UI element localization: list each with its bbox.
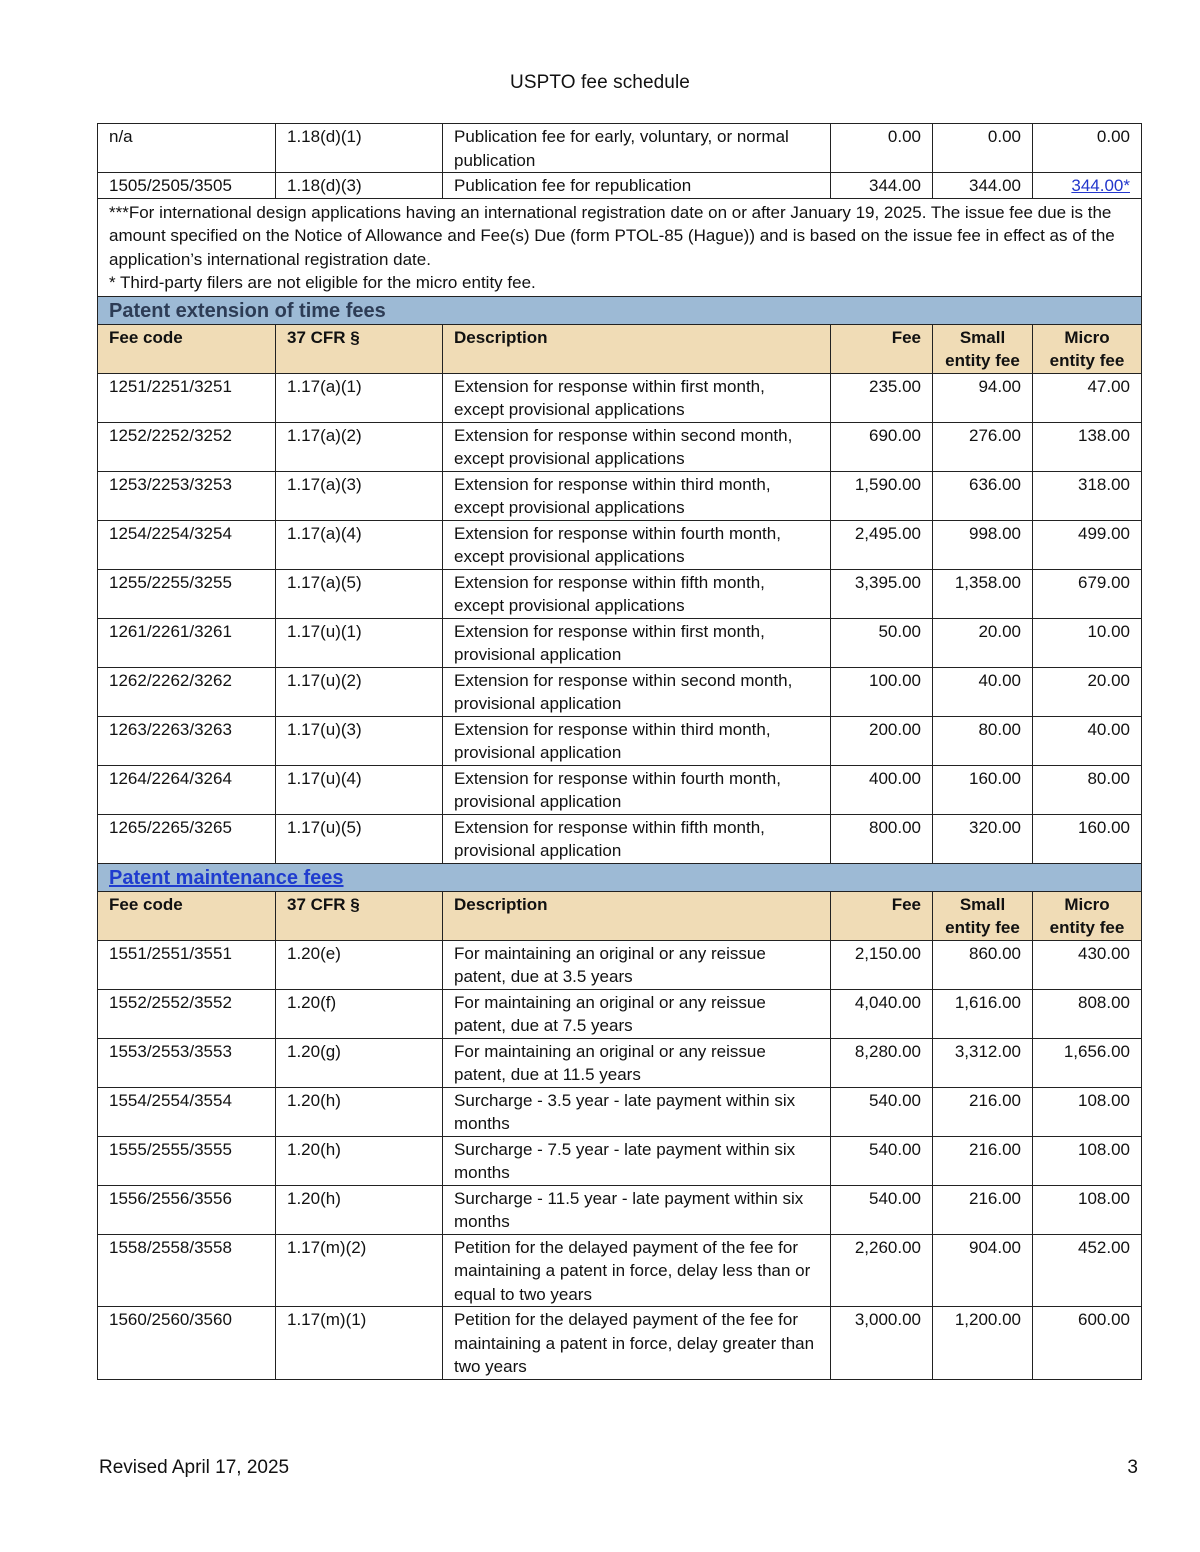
third-party-note: * Third-party filers are not eligible for the micro entity fee.: [109, 273, 536, 292]
column-header-cfr: 37 CFR §: [276, 324, 443, 373]
cfr-cell: 1.17(a)(2): [276, 422, 443, 471]
description-cell: Extension for response within third month, provisional application: [443, 716, 831, 765]
fee-code-cell: 1264/2264/3264: [98, 765, 276, 814]
column-header-small-entity-fee: Small entity fee: [933, 324, 1033, 373]
column-header-fee-code: Fee code: [98, 891, 276, 940]
small-entity-fee-cell: 1,200.00: [933, 1307, 1033, 1380]
description-cell: For maintaining an original or any reissue patent, due at 3.5 years: [443, 940, 831, 989]
small-entity-fee-cell: 860.00: [933, 940, 1033, 989]
description-cell: Petition for the delayed payment of the fee for maintaining a patent in force, delay greater than two years: [443, 1307, 831, 1380]
fee-cell: 50.00: [831, 618, 933, 667]
table-row: [98, 520, 1142, 569]
table-row: [98, 569, 1142, 618]
small-entity-fee-cell: 1,358.00: [933, 569, 1033, 618]
cfr-cell: 1.17(u)(2): [276, 667, 443, 716]
table-row: [98, 1087, 1142, 1136]
fee-cell: 3,000.00: [831, 1307, 933, 1380]
description-cell: Surcharge - 7.5 year - late payment within six months: [443, 1136, 831, 1185]
fee-code-cell: 1262/2262/3262: [98, 667, 276, 716]
description-cell: For maintaining an original or any reissue patent, due at 11.5 years: [443, 1038, 831, 1087]
description-cell: Extension for response within third month, except provisional applications: [443, 471, 831, 520]
cfr-cell: 1.20(e): [276, 940, 443, 989]
fee-cell: 344.00: [831, 173, 933, 199]
micro-entity-fee-cell: 40.00: [1033, 716, 1142, 765]
small-entity-fee-cell: 344.00: [933, 173, 1033, 199]
table-row: [98, 124, 1142, 173]
cfr-cell: 1.17(u)(1): [276, 618, 443, 667]
table-row: [98, 173, 1142, 199]
cfr-cell: 1.20(h): [276, 1087, 443, 1136]
cfr-cell: 1.17(a)(1): [276, 373, 443, 422]
cfr-cell: 1.18(d)(3): [276, 173, 443, 199]
column-header-row: [98, 324, 1142, 373]
fee-cell: 400.00: [831, 765, 933, 814]
fee-code-cell: 1505/2505/3505: [98, 173, 276, 199]
table-row: [98, 765, 1142, 814]
micro-entity-fee-cell: 0.00: [1033, 124, 1142, 173]
micro-entity-fee-cell: 80.00: [1033, 765, 1142, 814]
fee-code-cell: 1551/2551/3551: [98, 940, 276, 989]
description-cell: Extension for response within fifth month, provisional application: [443, 814, 831, 863]
micro-entity-fee-cell: 10.00: [1033, 618, 1142, 667]
small-entity-fee-cell: 216.00: [933, 1136, 1033, 1185]
fee-cell: 690.00: [831, 422, 933, 471]
table-row: [98, 1136, 1142, 1185]
table-row: [98, 667, 1142, 716]
table-row: [98, 1185, 1142, 1234]
fee-cell: 540.00: [831, 1087, 933, 1136]
micro-entity-fee-cell: 160.00: [1033, 814, 1142, 863]
cfr-cell: 1.17(m)(1): [276, 1307, 443, 1380]
micro-entity-fee-cell: 108.00: [1033, 1087, 1142, 1136]
description-cell: Extension for response within fourth month, provisional application: [443, 765, 831, 814]
maintenance-fees-section: [98, 863, 1142, 1379]
fee-code-cell: 1254/2254/3254: [98, 520, 276, 569]
column-header-micro-entity-fee: Micro entity fee: [1033, 324, 1142, 373]
fee-code-cell: 1255/2255/3255: [98, 569, 276, 618]
description-cell: Surcharge - 3.5 year - late payment within six months: [443, 1087, 831, 1136]
fee-code-cell: 1558/2558/3558: [98, 1234, 276, 1307]
small-entity-fee-cell: 3,312.00: [933, 1038, 1033, 1087]
fee-cell: 800.00: [831, 814, 933, 863]
micro-entity-fee-cell: 600.00: [1033, 1307, 1142, 1380]
table-row: [98, 989, 1142, 1038]
cfr-cell: 1.17(u)(3): [276, 716, 443, 765]
small-entity-fee-cell: 160.00: [933, 765, 1033, 814]
page-number: 3: [1127, 1457, 1138, 1478]
small-entity-fee-cell: 216.00: [933, 1185, 1033, 1234]
cfr-cell: 1.17(m)(2): [276, 1234, 443, 1307]
fee-cell: 8,280.00: [831, 1038, 933, 1087]
small-entity-fee-cell: 320.00: [933, 814, 1033, 863]
section-header: [98, 296, 1142, 324]
column-header-micro-entity-fee: Micro entity fee: [1033, 891, 1142, 940]
micro-entity-fee-cell: 47.00: [1033, 373, 1142, 422]
description-cell: Publication fee for early, voluntary, or normal publication: [443, 124, 831, 173]
description-cell: Publication fee for republication: [443, 173, 831, 199]
description-cell: Extension for response within second month, except provisional applications: [443, 422, 831, 471]
description-cell: Surcharge - 11.5 year - late payment within six months: [443, 1185, 831, 1234]
table-row: [98, 1307, 1142, 1380]
column-header-fee: Fee: [831, 891, 933, 940]
revised-date: Revised April 17, 2025: [99, 1457, 290, 1478]
description-cell: For maintaining an original or any reissue patent, due at 7.5 years: [443, 989, 831, 1038]
description-cell: Extension for response within fifth month, except provisional applications: [443, 569, 831, 618]
table-row: [98, 373, 1142, 422]
micro-entity-fee-cell: 108.00: [1033, 1185, 1142, 1234]
small-entity-fee-cell: 636.00: [933, 471, 1033, 520]
small-entity-fee-cell: 998.00: [933, 520, 1033, 569]
column-header-small-entity-fee: Small entity fee: [933, 891, 1033, 940]
small-entity-fee-cell: 216.00: [933, 1087, 1033, 1136]
small-entity-fee-cell: 0.00: [933, 124, 1033, 173]
fee-code-cell: 1265/2265/3265: [98, 814, 276, 863]
fee-code-cell: 1252/2252/3252: [98, 422, 276, 471]
cfr-cell: 1.17(u)(4): [276, 765, 443, 814]
table-row: [98, 1234, 1142, 1307]
micro-entity-fee-cell: 430.00: [1033, 940, 1142, 989]
micro-entity-fee-cell: 138.00: [1033, 422, 1142, 471]
cfr-cell: 1.17(a)(3): [276, 471, 443, 520]
table-row: [98, 1038, 1142, 1087]
column-header-cfr: 37 CFR §: [276, 891, 443, 940]
fee-code-cell: 1553/2553/3553: [98, 1038, 276, 1087]
fee-cell: 2,260.00: [831, 1234, 933, 1307]
fee-code-cell: 1555/2555/3555: [98, 1136, 276, 1185]
footnote-row: [98, 198, 1142, 296]
description-cell: Extension for response within fourth month, except provisional applications: [443, 520, 831, 569]
fee-cell: 200.00: [831, 716, 933, 765]
fee-cell: 1,590.00: [831, 471, 933, 520]
cfr-cell: 1.17(a)(4): [276, 520, 443, 569]
column-header-row: [98, 891, 1142, 940]
fee-code-cell: 1261/2261/3261: [98, 618, 276, 667]
table-row: [98, 471, 1142, 520]
micro-entity-fee-cell: 679.00: [1033, 569, 1142, 618]
small-entity-fee-cell: 904.00: [933, 1234, 1033, 1307]
fee-cell: 3,395.00: [831, 569, 933, 618]
fee-code-cell: 1263/2263/3263: [98, 716, 276, 765]
small-entity-fee-cell: 94.00: [933, 373, 1033, 422]
fee-cell: 540.00: [831, 1185, 933, 1234]
table-row: [98, 618, 1142, 667]
small-entity-fee-cell: 80.00: [933, 716, 1033, 765]
fee-cell: 2,495.00: [831, 520, 933, 569]
micro-entity-fee-cell: 318.00: [1033, 471, 1142, 520]
small-entity-fee-cell: 276.00: [933, 422, 1033, 471]
fee-code-cell: 1251/2251/3251: [98, 373, 276, 422]
cfr-cell: 1.20(f): [276, 989, 443, 1038]
small-entity-fee-cell: 40.00: [933, 667, 1033, 716]
fee-cell: 235.00: [831, 373, 933, 422]
fee-cell: 100.00: [831, 667, 933, 716]
table-row: [98, 716, 1142, 765]
description-cell: Petition for the delayed payment of the fee for maintaining a patent in force, delay less than or equal to two years: [443, 1234, 831, 1307]
section-title-link[interactable]: Patent maintenance fees: [109, 866, 344, 889]
small-entity-fee-cell: 20.00: [933, 618, 1033, 667]
fee-code-cell: 1253/2253/3253: [98, 471, 276, 520]
page-title: USPTO fee schedule: [510, 72, 690, 93]
micro-entity-fee-cell: 808.00: [1033, 989, 1142, 1038]
international-design-note: ***For international design applications having an international registration date on or after January 19, 2025. The issue fee due is the amount specified on the Notice of Allowance and Fee(s) Due (form PTOL-85 (Hague)) and is based on the issue fee in effect as of the application’s international registration date.: [109, 202, 1115, 269]
micro-entity-fee-cell: 452.00: [1033, 1234, 1142, 1307]
fee-code-cell: 1552/2552/3552: [98, 989, 276, 1038]
fee-code-cell: 1554/2554/3554: [98, 1087, 276, 1136]
cfr-cell: 1.20(h): [276, 1136, 443, 1185]
micro-entity-fee-cell: [1033, 173, 1142, 199]
column-header-description: Description: [443, 324, 831, 373]
fee-cell: 0.00: [831, 124, 933, 173]
fee-code-cell: 1560/2560/3560: [98, 1307, 276, 1380]
column-header-description: Description: [443, 891, 831, 940]
cfr-cell: 1.17(a)(5): [276, 569, 443, 618]
cfr-cell: 1.20(h): [276, 1185, 443, 1234]
micro-entity-fee-link[interactable]: 344.00*: [1071, 176, 1130, 195]
fee-cell: 4,040.00: [831, 989, 933, 1038]
fee-code-cell: 1556/2556/3556: [98, 1185, 276, 1234]
cfr-cell: 1.17(u)(5): [276, 814, 443, 863]
small-entity-fee-cell: 1,616.00: [933, 989, 1033, 1038]
fee-cell: 540.00: [831, 1136, 933, 1185]
micro-entity-fee-cell: 499.00: [1033, 520, 1142, 569]
fee-cell: 2,150.00: [831, 940, 933, 989]
description-cell: Extension for response within first month, except provisional applications: [443, 373, 831, 422]
extension-of-time-section: [98, 296, 1142, 863]
section-header: [98, 863, 1142, 891]
table-row: [98, 422, 1142, 471]
fee-code-cell: n/a: [98, 124, 276, 173]
description-cell: Extension for response within second month, provisional application: [443, 667, 831, 716]
cfr-cell: 1.18(d)(1): [276, 124, 443, 173]
table-row: [98, 940, 1142, 989]
fee-table: [97, 123, 1142, 1380]
table-row: [98, 814, 1142, 863]
column-header-fee-code: Fee code: [98, 324, 276, 373]
section-title: Patent extension of time fees: [98, 296, 1142, 324]
cfr-cell: 1.20(g): [276, 1038, 443, 1087]
micro-entity-fee-cell: 1,656.00: [1033, 1038, 1142, 1087]
micro-entity-fee-cell: 108.00: [1033, 1136, 1142, 1185]
footnote-cell: [98, 198, 1142, 296]
micro-entity-fee-cell: 20.00: [1033, 667, 1142, 716]
column-header-fee: Fee: [831, 324, 933, 373]
description-cell: Extension for response within first month, provisional application: [443, 618, 831, 667]
